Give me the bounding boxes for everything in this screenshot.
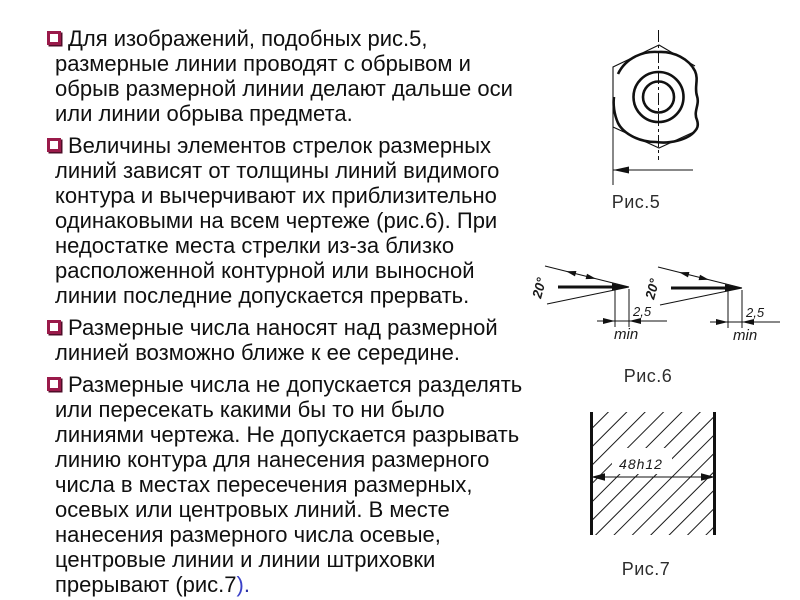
text-run: прерывают (рис.7 [55, 572, 237, 597]
text-line: или пересекать какими бы то ни было [55, 397, 445, 422]
text-line: Величины элементов стрелок размерных [68, 133, 492, 158]
text-line: недостатке места стрелки из-за близко [55, 233, 455, 258]
text-line: одинаковыми на всем чертеже (рис.6). При [55, 208, 498, 233]
fig7-hatched-section [591, 412, 715, 579]
nut-contour-with-break [614, 52, 698, 143]
fig5-caption: Рис.5 [611, 192, 661, 212]
text-line: линии последние допускается прервать. [55, 283, 470, 308]
fig6-caption: Рис.6 [623, 366, 673, 386]
angle-label: 20° [642, 277, 663, 301]
text-line: линией возможно ближе к ее середине. [55, 340, 461, 365]
flank-tick-arrow [566, 271, 576, 276]
gap-dimension-label: 2,5 [633, 304, 652, 319]
sentence-period: . [243, 572, 250, 597]
fig5-nut-drawing [612, 30, 698, 212]
min-label: min [733, 327, 758, 344]
text-line: Для изображений, подобных рис.5, [68, 26, 428, 51]
inward-arrow [603, 318, 615, 324]
min-label: min [614, 326, 639, 343]
text-line: линию контура для нанесения размерного [55, 447, 490, 472]
text-line: расположенной контурной или выносной [55, 258, 475, 283]
text-line: линий зависят от толщины линий видимого [55, 158, 500, 183]
fig6-left-arrow-detail [529, 266, 667, 343]
fig7-reference: ) [236, 572, 244, 597]
dimension-value-label: 48h12 [619, 456, 663, 472]
fig6-arrow-details [529, 266, 780, 386]
angle-label: 20° [529, 276, 550, 300]
text-line: или линии обрыва предмета. [55, 101, 353, 126]
text-line: контура и вычерчивают их приблизительно [55, 183, 497, 208]
text-line: обрыв размерной линии делают дальше оси [55, 76, 513, 101]
text-line: нанесения размерного числа осевые, [55, 522, 441, 547]
flank-tick-arrow [679, 272, 689, 277]
arrowhead [613, 167, 629, 174]
inward-arrow [716, 319, 728, 325]
text-line: Размерные числа не допускается разделять [68, 372, 523, 397]
gap-dimension-label: 2,5 [746, 305, 765, 320]
text-line: числа в местах пересечения размерных, [55, 472, 473, 497]
text-line: размерные линии проводят с обрывом и [55, 51, 471, 76]
flank-tick-arrow [699, 275, 709, 280]
fig6-right-arrow-detail [642, 267, 780, 344]
text-line: линиями чертежа. Не допускается разрывать [55, 422, 520, 447]
text-line: осевых или центровых линий. В месте [55, 497, 450, 522]
text-line: центровые линии и линии штриховки [55, 547, 436, 572]
fig7-caption: Рис.7 [621, 559, 671, 579]
text-line: Размерные числа наносят над размерной [68, 315, 498, 340]
flank-tick-arrow [586, 274, 596, 279]
